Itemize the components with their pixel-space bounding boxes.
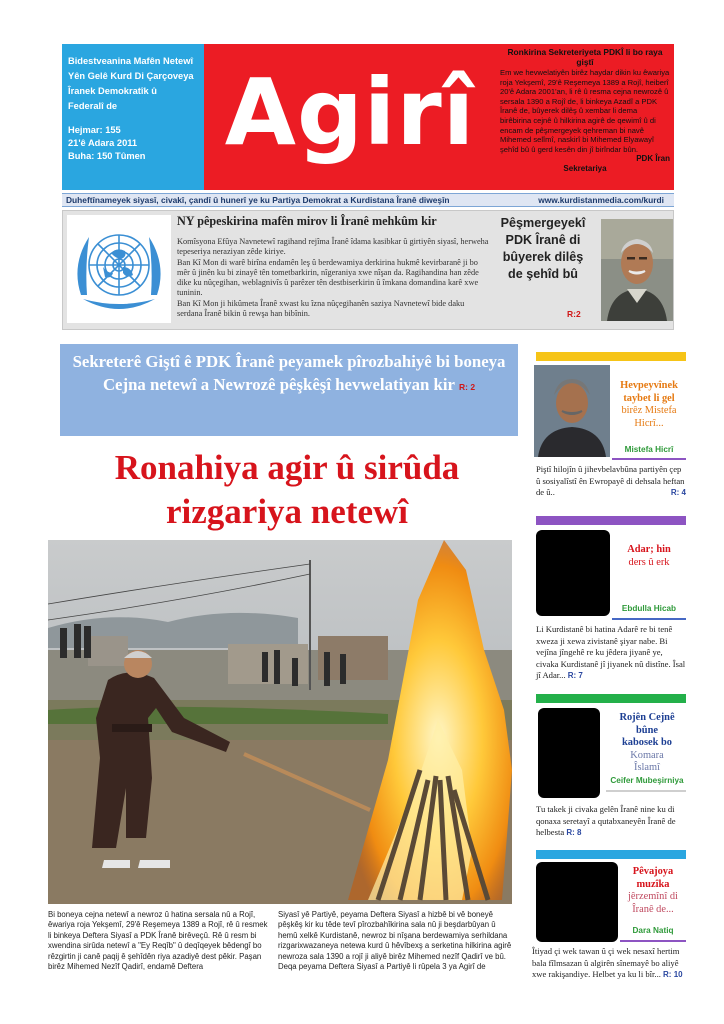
title-line: ders û erk: [628, 556, 670, 568]
sidebar-excerpt-3: [536, 804, 686, 839]
org-line: Bidestveanina Mafên Netewî: [68, 56, 194, 66]
title-line: Îranê de...: [632, 903, 674, 915]
page-ref[interactable]: R: 4: [670, 488, 686, 498]
page-ref[interactable]: R: 2: [458, 382, 476, 392]
page-ref[interactable]: R: 8: [566, 828, 582, 838]
notice-signature-2: Sekretariya: [563, 164, 607, 174]
notice-block: [496, 44, 674, 190]
un-news-box: [62, 210, 674, 330]
title-line: taybet li gel: [623, 392, 675, 404]
author-photo-placeholder: [536, 530, 610, 616]
newspaper-logo: Agirî: [224, 59, 476, 166]
title-line: kabosek bo: [622, 737, 672, 748]
website-link[interactable]: www.kurdistanmedia.com/kurdi: [538, 195, 664, 205]
title-line: Komara: [630, 749, 664, 761]
issue-info: [68, 124, 198, 163]
interviewee-portrait: [534, 365, 610, 457]
sidebar-title-1[interactable]: [612, 380, 686, 430]
organization-name: [68, 54, 198, 114]
sidebar-author-4: Dara Natiq: [632, 926, 674, 935]
sidebar-author-1: Mistefa Hicrî: [624, 445, 674, 454]
sidebar-excerpt-4: [532, 946, 688, 981]
tagline: Duheftînameyek siyasî, civakî, çandî û hunerî ye ku Partiya Demokrat a Kurdistana Îranê diweşîn: [66, 195, 450, 205]
sidebar-title-3[interactable]: [608, 712, 686, 775]
excerpt-text: Piştî hilojîn û jihevbelavbûna partiyên çep û sosiyalîstî ên Ewropayê di dehsala heftan de û..: [536, 464, 685, 498]
logo-block: [204, 44, 496, 190]
news-paragraph: Ban Kî Mon di warê birîna endamên leş û berdewamiya derkirina hukmê kevirbaranê ji bo mêr û jinên ku bi zinayê tên tometbarkirin, nîgeraniya xwe nîşan da. Ragihandina han zêde dike ku nûçegihan, weblagnivîs û parêzer tên destbiserkirin û îmkana domandina karê xwe tuninin.: [177, 257, 479, 298]
sidebar-color-bar: [536, 850, 686, 859]
title-line: birêz Mistefa: [621, 405, 677, 416]
article-column-1: Bi boneya cejna netewî a newroz û hatina sersala nû a Rojî, êwariya roja Yekşemî, 29'ê Reşemeya 1389 a Rojî, rê û resmek li binkeya Deftera Siyasî a PDK Îranê birêveçû. Rê û resm bi xwendina sirûda netewî a "Ey Reqîb" û deqîqeyek bêdengî bo rêzgirtin ji canê paqij ê şehîdên riya azadiyê dest pêkir. Paşan birêz Mihemed Nezîf Qadirî, endamê Deftera: [48, 910, 268, 972]
issue-price: Buha: 150 Tûmen: [68, 151, 146, 161]
org-line: Îranek Demokratîk û: [68, 86, 157, 96]
headline-line: PDK Îranê di: [505, 233, 581, 247]
sidebar-excerpt-2: [536, 624, 686, 682]
notice-title: Ronkirina Sekreteriyeta PDKÎ li bo raya giştî: [507, 47, 663, 67]
newroz-bonfire-photo: [48, 540, 512, 904]
title-line: Hicrî...: [634, 417, 664, 429]
news-body: [177, 237, 489, 319]
secretary-headline: Sekreterê Giştî ê PDK Îranê peyamek pîrozbahiyê bi boneya Cejna netewî a Newrozê pêşkêşî hevwelatiyan kir: [72, 352, 506, 394]
excerpt-text: Li Kurdistanê bi hatina Adarê re bi tenê xweza ji xewa zivistanê şiyar nabe. Bi vejîna jîngehê re ku jêdera jiyanê ye, civaka Kurdistanê jî jiyanek nû distîne. Îsal jî Adar...: [536, 624, 686, 681]
article-column-2: Siyasî yê Partiyê, peyama Deftera Siyasî a hizbê bi vê boneyê pêşkêş kir ku têde tevî pîrozbahîkirina sala nû ji beşdarbûyan û hemû xelkê Kurdistanê, newroz bi nîşana berdewamiya serhildana rizgarixwazaneya netewa kurd û hêvîbexş a serketina hilkirina agirê newroza sala 1390 a rojî ji aliyê birêz Mihemed nezîf Qadirî ve bû. Deqa peyama Deftera Siyasî a Partiyê li rûpela 3 ya Agirî de: [278, 910, 512, 972]
title-line: Adar; hin: [627, 544, 671, 555]
title-line: Îslamî: [634, 762, 660, 773]
sidebar-divider: [620, 940, 686, 942]
news-title: NY pêpeskirina mafên mirov li Îranê mehkûm kir: [177, 214, 437, 228]
sidebar-author-2: Ebdulla Hicab: [621, 604, 677, 613]
page-ref[interactable]: R: 10: [663, 970, 683, 980]
title-line: muzîka: [636, 878, 670, 890]
martyr-portrait: [601, 219, 673, 321]
author-photo-placeholder: [536, 862, 618, 942]
title-line: bûne: [636, 724, 658, 736]
main-headline: [48, 446, 526, 534]
title-line: jêrzemînî di: [628, 891, 678, 902]
notice-text: Em we hevwelatiyên birêz haydar dikin ku êwariya roja Yekşemî, 29'ê Reşemeya 1389 a Rojî, heiberî 20'ê Adara 2001'an, li rê û resma cejna newrozê û sersala 1390 a Rojî de, li binkeya Azadî a PDK Îranê de, bûyerek dilêş û xembar li dema birêbirina cejnê û hilkirina agirê de qewimî û di encam de pêşmergeyek qehreman bi navê Mihemed selîmî, naskirî bi Mihemed Elyawayî şehîd bû û gerd kesên din jî birîndar bûn.: [500, 68, 670, 154]
title-line: Hevpeyvînek: [620, 380, 678, 391]
sidebar-color-bar: [536, 516, 686, 525]
sidebar-color-bar: [536, 352, 686, 361]
martyr-headline: [487, 215, 599, 283]
headline-line: Ronahiya agir û sirûda: [114, 448, 460, 487]
page-ref[interactable]: R:2: [567, 309, 581, 319]
page-ref[interactable]: R: 7: [567, 671, 583, 681]
issue-number: Hejmar: 155: [68, 125, 121, 135]
title-line: Rojên Cejnê: [619, 712, 675, 723]
news-paragraph: Ban Kî Mon ji hikûmeta Îranê xwast ku îzna nûçegihanên saziya Navnetewî bide daku serdana Îranê bikin û rewşa han bibînin.: [177, 298, 465, 319]
headline-line: de şehîd bû: [508, 267, 578, 281]
secretary-headline-box: [60, 344, 518, 436]
news-paragraph: Komîsyona Efûya Navnetewî ragihand rejîma Îranê îdama kasibkar û girtiyên siyasî, herweha tepeseriya neraziyan zêde kiriye.: [177, 237, 489, 257]
sidebar-excerpt-1: [536, 464, 686, 499]
sidebar-divider: [612, 618, 686, 620]
masthead-info: [62, 44, 204, 190]
tagline-strip: [62, 193, 674, 207]
sidebar-divider: [606, 790, 686, 792]
sidebar-author-3: Ceifer Mubeşirniya: [610, 776, 684, 785]
issue-date: 21'ê Adara 2011: [68, 138, 138, 148]
notice-signature: PDK Îran: [636, 154, 670, 164]
headline-line: rizgariya netewî: [166, 492, 408, 531]
org-line: Federalî de: [68, 101, 118, 111]
sidebar-divider: [612, 458, 686, 460]
headline-line: Pêşmergeyekî: [500, 216, 586, 230]
excerpt-text: Îtiyad çi wek tawan û çi wek nesaxî hertim bala fîlmsazan û algirên sînemayê bo aliyê xwe rakişandiye. Helbet ya ku li bîr...: [532, 946, 680, 980]
excerpt-text: Tu takek ji civaka gelên Îranê nine ku di qonaxa seretayî a qutabxaneyên Îranê de helbesta: [536, 804, 676, 838]
sidebar-title-2[interactable]: [614, 544, 684, 569]
title-line: Pêvajoya: [632, 866, 674, 877]
sidebar-color-bar: [536, 694, 686, 703]
sidebar-title-4[interactable]: [620, 866, 686, 916]
un-emblem-icon: [67, 215, 171, 323]
headline-line: bûyerek dilêş: [502, 250, 584, 264]
org-line: Yên Gelê Kurd Di Çarçoveya: [68, 71, 194, 81]
author-photo-placeholder: [538, 708, 600, 798]
